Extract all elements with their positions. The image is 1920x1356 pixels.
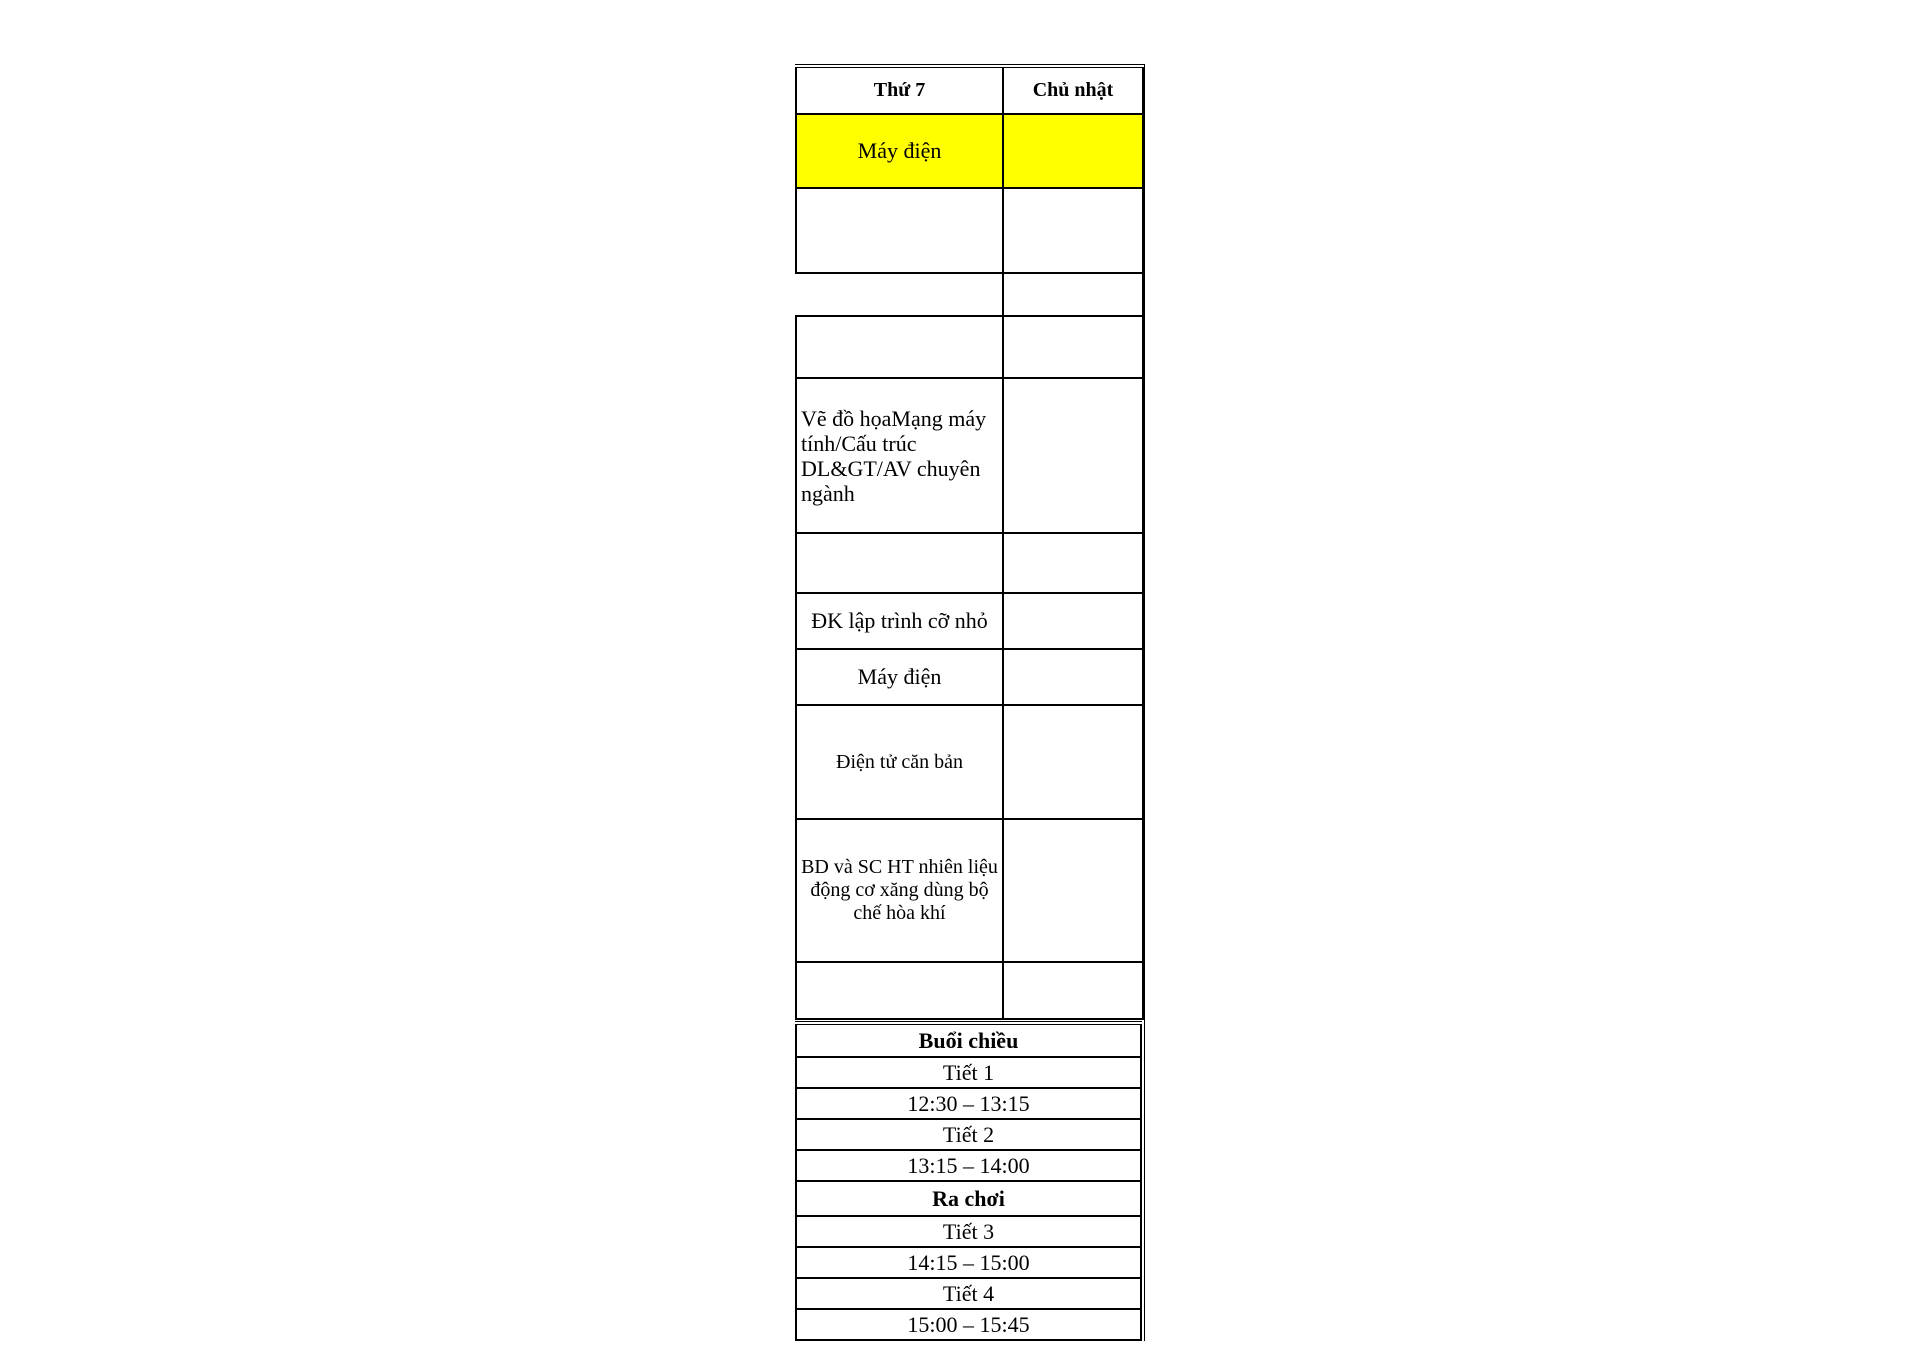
cell-saturday xyxy=(796,188,1003,273)
cell-saturday: Vẽ đồ họaMạng máy tính/Cấu trúc DL&GT/AV chuyên ngành xyxy=(796,378,1003,533)
afternoon-table xyxy=(795,1021,1142,1341)
list-item xyxy=(796,1278,1141,1309)
period-label: Tiết 4 xyxy=(796,1278,1141,1309)
cell-sunday xyxy=(1003,593,1143,649)
header-sunday: Chủ nhật xyxy=(1003,66,1143,114)
list-item xyxy=(796,1119,1141,1150)
list-item xyxy=(796,1216,1141,1247)
table-row xyxy=(796,114,1143,188)
schedule-document xyxy=(795,64,1142,1341)
cell-saturday: BD và SC HT nhiên liệu động cơ xăng dùng bộ chế hòa khí xyxy=(796,819,1003,962)
header-saturday: Thứ 7 xyxy=(796,66,1003,114)
cell-saturday xyxy=(796,962,1003,1019)
cell-sunday xyxy=(1003,649,1143,705)
cell-sunday xyxy=(1003,114,1143,188)
list-item xyxy=(796,1309,1141,1340)
list-item xyxy=(796,1150,1141,1181)
cell-sunday xyxy=(1003,378,1143,533)
schedule-table xyxy=(795,64,1144,1020)
period-time: 15:00 – 15:45 xyxy=(796,1309,1141,1340)
period-time: 12:30 – 13:15 xyxy=(796,1088,1141,1119)
table-row xyxy=(796,533,1143,593)
period-label: Tiết 3 xyxy=(796,1216,1141,1247)
cell-saturday xyxy=(796,533,1003,593)
period-label: Tiết 1 xyxy=(796,1057,1141,1088)
table-row xyxy=(796,273,1143,316)
period-time: 14:15 – 15:00 xyxy=(796,1247,1141,1278)
break-label: Ra chơi xyxy=(796,1181,1141,1216)
cell-sunday xyxy=(1003,188,1143,273)
cell-sunday xyxy=(1003,705,1143,819)
cell-sunday xyxy=(1003,819,1143,962)
cell-saturday: Điện tử căn bản xyxy=(796,705,1003,819)
table-row xyxy=(796,378,1143,533)
cell-saturday xyxy=(796,273,1003,316)
table-row xyxy=(796,962,1143,1019)
afternoon-title-row xyxy=(796,1023,1141,1057)
table-row xyxy=(796,593,1143,649)
list-item xyxy=(796,1057,1141,1088)
header-row xyxy=(796,66,1143,114)
table-row xyxy=(796,705,1143,819)
period-time: 13:15 – 14:00 xyxy=(796,1150,1141,1181)
cell-sunday xyxy=(1003,533,1143,593)
cell-saturday-highlighted: Máy điện xyxy=(796,114,1003,188)
period-label: Tiết 2 xyxy=(796,1119,1141,1150)
cell-sunday xyxy=(1003,962,1143,1019)
table-row xyxy=(796,819,1143,962)
cell-saturday xyxy=(796,316,1003,378)
table-row xyxy=(796,188,1143,273)
table-row xyxy=(796,649,1143,705)
cell-sunday xyxy=(1003,316,1143,378)
cell-saturday: Máy điện xyxy=(796,649,1003,705)
list-item xyxy=(796,1247,1141,1278)
cell-saturday: ĐK lập trình cỡ nhỏ xyxy=(796,593,1003,649)
list-item xyxy=(796,1181,1141,1216)
list-item xyxy=(796,1088,1141,1119)
table-row xyxy=(796,316,1143,378)
afternoon-title: Buổi chiều xyxy=(796,1023,1141,1057)
cell-sunday xyxy=(1003,273,1143,316)
